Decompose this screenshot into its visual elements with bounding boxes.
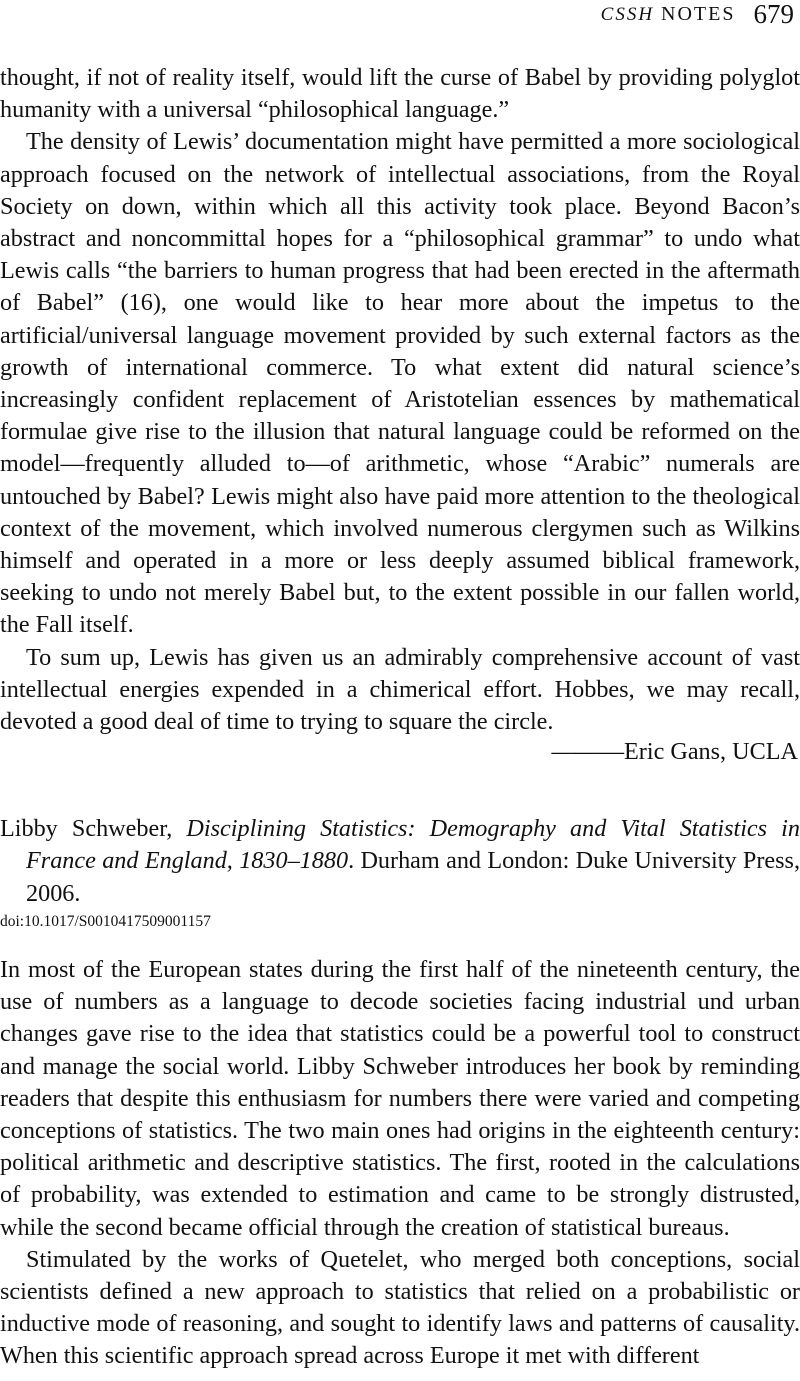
review-paragraph: Stimulated by the works of Quetelet, who merged both conceptions, social scientists defined a new approach to statistics that relied on a probabilistic or inductive mode of reasoning, and sought to identify laws and patterns of causality. When this scientific approach spread across Europe it met with different (0, 1245, 800, 1370)
journal-abbrev: CSSH (600, 3, 655, 25)
page-number: 679 (753, 0, 794, 29)
journal-title (601, 3, 736, 26)
book-citation (0, 813, 800, 910)
review-schweber-body (0, 954, 800, 1373)
review-paragraph: The density of Lewis’ documentation might have permitted a more sociological approach focused on the network of intellectual associations, from the Royal Society on down, within which all this activity took place. Beyond Bacon’s abstract and noncommittal hopes for a “philosophical grammar” to undo what Lewis calls “the barriers to human progress that had been erected in the aftermath of Babel” (16), one would like to hear more about the impetus to the artificial/universal language movement provided by such external factors as the growth of international commerce. To what extent did natural science’s increasingly confident replacement of Aristotelian essences by mathematical formulae give rise to the illusion that natural language could be reformed on the model—frequently alluded to—of arithmetic, whose “Arabic” numerals are untouched by Babel? Lewis might also have paid more attention to the theological context of the movement, which involved numerous clergymen such as Wilkins himself and operated in a more or less deeply assumed biblical framework, seeking to undo not merely Babel but, to the extent possible in our fallen world, the Fall itself. (0, 128, 800, 639)
citation-author: Libby Schweber, (0, 815, 187, 842)
review-paragraph: In most of the European states during the first half of the nineteenth century, the use of numbers as a language to decode societies facing industrial und urban changes gave rise to the idea that statistics could be a powerful tool to construct and manage the social world. Libby Schweber introduces her book by reminding readers that despite this enthusiasm for numbers there were varied and competing conceptions of statistics. The two main ones had origins in the eighteenth century: political arithmetic and descriptive statistics. The first, rooted in the calculations of probability, was extended to estimation and came to be strongly distrusted, while the second became official through the creation of statistical bureaus. (0, 956, 800, 1241)
section-label: NOTES (661, 2, 736, 25)
running-header (601, 0, 794, 28)
review-paragraph: To sum up, Lewis has given us an admirably comprehensive account of vast intellectual energies expended in a chimerical effort. Hobbes, we may recall, devoted a good deal of time to trying to square the circle. (0, 643, 800, 736)
review-paragraph: thought, if not of reality itself, would lift the curse of Babel by providing polyglot humanity with a universal “philosophical language.” (0, 64, 800, 124)
citation-publication: . Durham and London: Duke University Press, 2006. (26, 847, 800, 907)
citation-entry (0, 813, 800, 910)
review-gans-body (0, 62, 800, 738)
citation-book-title: Disciplining Statistics: Demography and Vital Statistics in France and England, 1830–1880 (26, 815, 800, 875)
reviewer-signature: ———Eric Gans, UCLA (551, 738, 798, 765)
doi-line: doi:10.1017/S0010417509001157 (0, 913, 211, 930)
